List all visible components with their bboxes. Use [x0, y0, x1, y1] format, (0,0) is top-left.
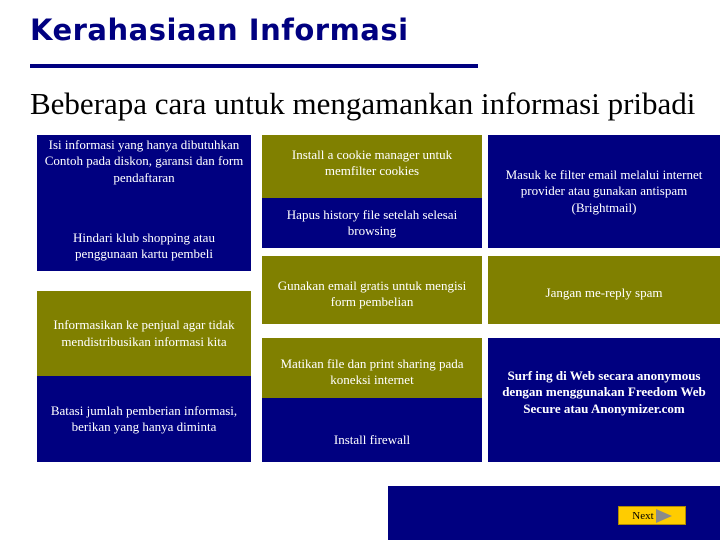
next-button-label: Next: [632, 509, 654, 522]
title-underline: [30, 64, 478, 68]
tip-text: Masuk ke filter email melalui internet provider atau gunakan antispam (Brightmail): [505, 167, 703, 215]
tip-text: Hindari klub shopping atau penggunaan kartu pembeli: [73, 229, 215, 261]
tip-box-8: [262, 338, 482, 398]
tip-box-10: [488, 135, 720, 248]
slide-title: Kerahasiaan Informasi: [30, 13, 409, 47]
tip-text: Surf ing di Web secara anonymous dengan menggunakan Freedom Web Secure atau Anonymizer.com: [502, 368, 706, 416]
tip-box-9: [262, 398, 482, 462]
tip-text: Install a cookie manager untuk memfilter cookies: [291, 147, 453, 179]
tip-box-7: [262, 256, 482, 324]
right-arrow-icon: [656, 509, 672, 523]
slide-subtitle: Beberapa cara untuk mengamankan informasi pribadi: [30, 86, 696, 121]
tip-text: Isi informasi yang hanya dibutuhkan Contoh pada diskon, garansi dan form pendaftaran: [44, 137, 244, 185]
tip-box-3: [37, 291, 251, 376]
tip-text: Matikan file dan print sharing pada koneksi internet: [280, 356, 464, 388]
tip-box-2: [37, 205, 251, 271]
tip-text: Batasi jumlah pemberian informasi, berikan yang hanya diminta: [50, 402, 238, 434]
next-button[interactable]: [618, 506, 686, 525]
tip-text: Gunakan email gratis untuk mengisi form pembelian: [277, 278, 467, 310]
tip-box-4: [37, 376, 251, 462]
tip-text: Install firewall: [333, 431, 411, 447]
tip-text: Jangan me-reply spam: [545, 284, 663, 300]
tip-box-1: [37, 135, 251, 205]
tip-box-12: [488, 338, 720, 462]
tip-box-5: [262, 135, 482, 198]
tip-text: Hapus history file setelah selesai browsing: [286, 206, 458, 238]
tip-text: Informasikan ke penjual agar tidak mendistribusikan informasi kita: [53, 317, 235, 349]
tip-box-11: [488, 256, 720, 324]
tip-box-6: [262, 198, 482, 248]
